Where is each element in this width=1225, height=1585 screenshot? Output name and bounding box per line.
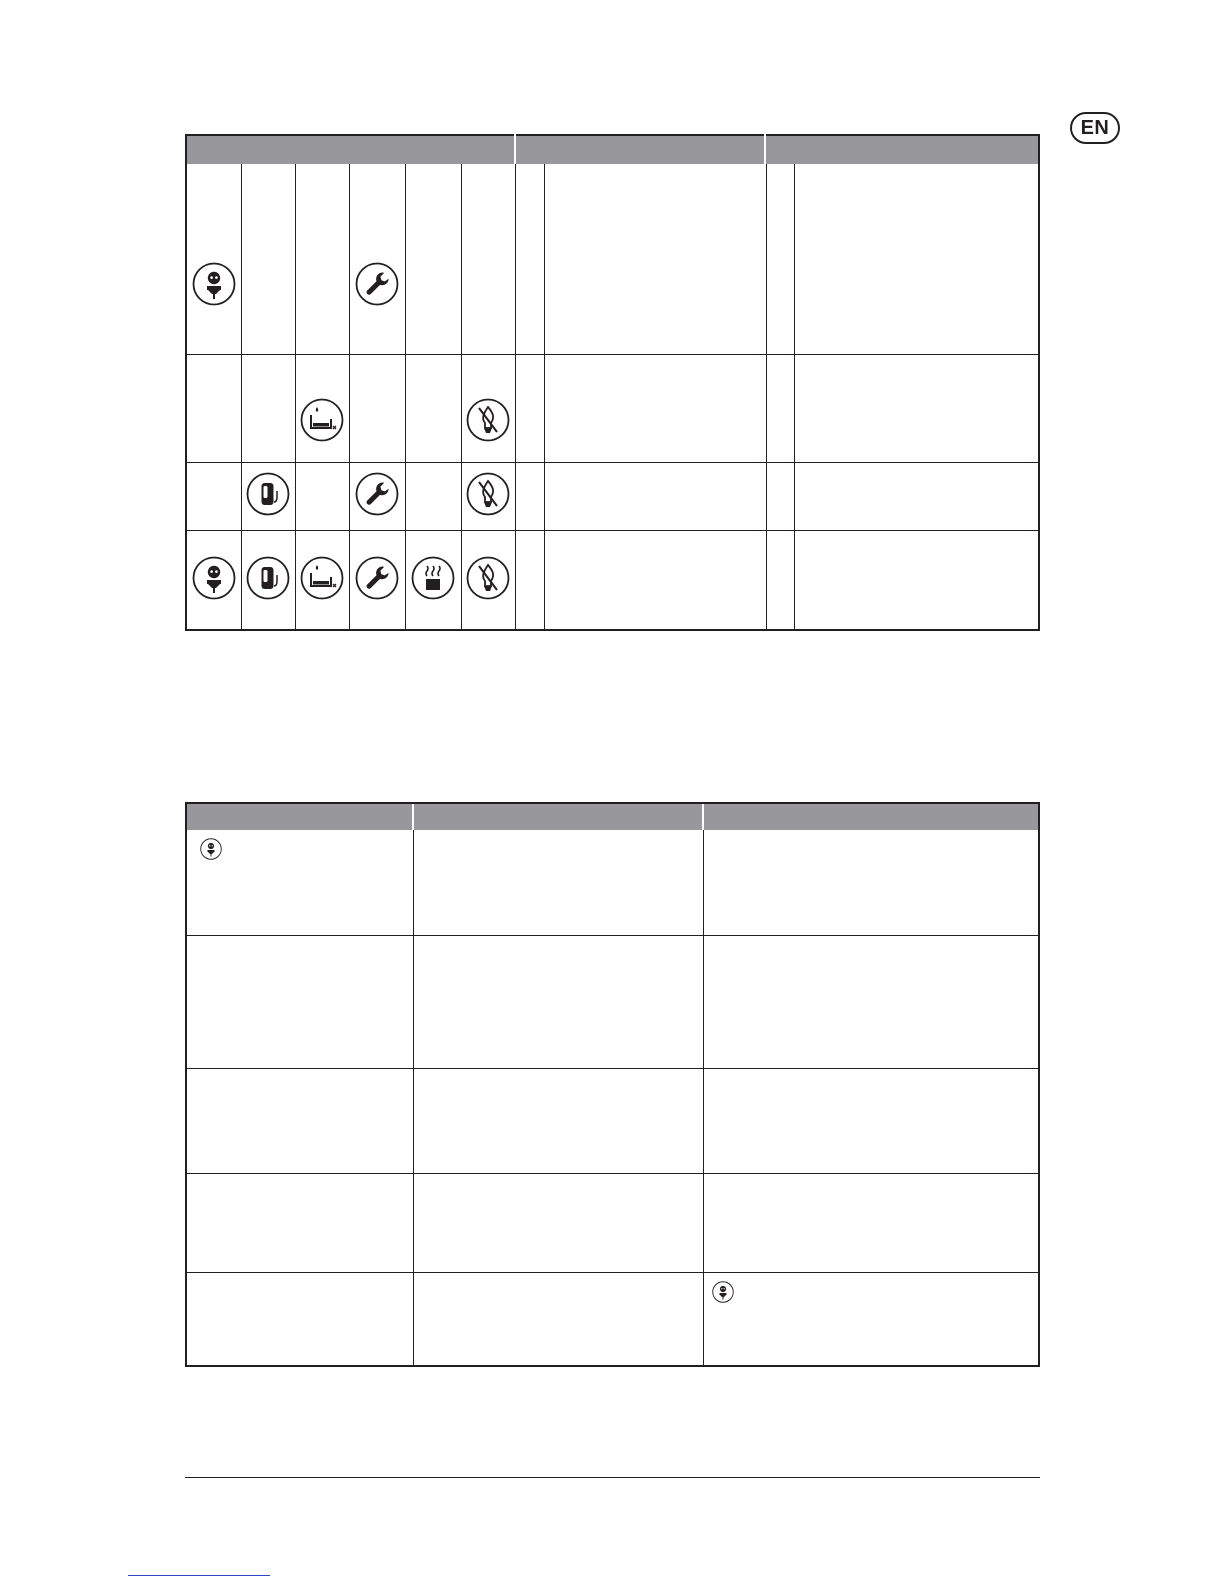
- tank-icon: [246, 556, 290, 600]
- wrench-icon: [355, 262, 399, 306]
- no-fire-icon: [466, 472, 510, 516]
- table1-divider: [241, 164, 242, 630]
- table2-row-divider: [185, 1272, 1040, 1273]
- tank-icon: [246, 472, 290, 516]
- no-fire-icon: [466, 398, 510, 442]
- table2-border: [185, 802, 1040, 1367]
- table1-row-divider: [185, 530, 1040, 531]
- table2-row-divider: [185, 1173, 1040, 1174]
- table2-divider: [703, 830, 704, 1366]
- footer-rule: [185, 1477, 1040, 1478]
- table1-divider: [766, 164, 767, 630]
- table1-divider: [514, 134, 516, 164]
- table1-divider: [295, 164, 296, 630]
- table1-divider: [461, 164, 462, 630]
- plug-icon: [712, 1281, 734, 1303]
- tray-drip-icon: [300, 398, 344, 442]
- plug-icon: [200, 838, 222, 860]
- table2-divider: [413, 830, 414, 1366]
- table1-divider: [349, 164, 350, 630]
- plug-icon: [192, 262, 236, 306]
- table1-divider: [794, 164, 795, 630]
- table2-row-divider: [185, 1068, 1040, 1069]
- wrench-icon: [355, 472, 399, 516]
- plug-icon: [192, 556, 236, 600]
- heat-icon: [411, 556, 455, 600]
- table1-divider: [764, 134, 766, 164]
- table1-divider: [515, 164, 516, 630]
- table1-divider: [405, 164, 406, 630]
- no-fire-icon: [466, 556, 510, 600]
- footer-link-underline[interactable]: [128, 1575, 270, 1576]
- table1-divider: [544, 164, 545, 630]
- table1-row-divider: [185, 354, 1040, 355]
- tray-drip-icon: [300, 556, 344, 600]
- table1-row-divider: [185, 462, 1040, 463]
- wrench-icon: [355, 556, 399, 600]
- language-badge: EN: [1070, 112, 1120, 144]
- table2-row-divider: [185, 935, 1040, 936]
